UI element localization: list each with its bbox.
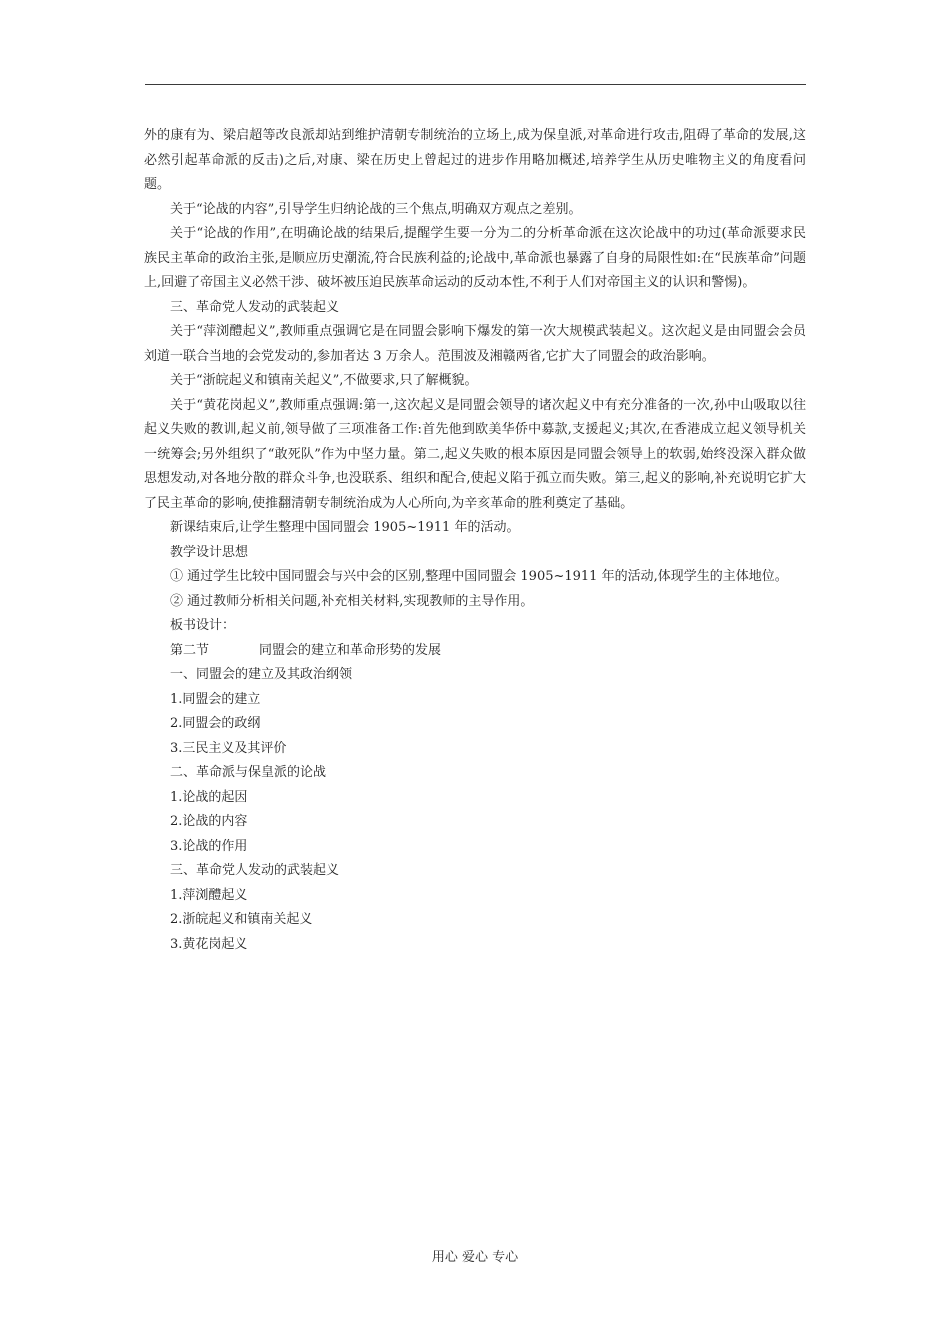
board-line: 2.浙皖起义和镇南关起义 bbox=[170, 912, 313, 927]
section-heading-armed-uprisings: 三、革命党人发动的武装起义 bbox=[170, 299, 340, 315]
paragraph-pingliuli: 关于“萍浏醴起义”,教师重点强调它是在同盟会影响下爆发的第一次大规模武装起义。这次起义是由同盟会会员刘道一联合当地的会党发动的,参加者达 3 万余人。范围波及湘赣两省,它扩大了同盟会的政治影响。 bbox=[144, 324, 806, 364]
header-rule bbox=[145, 84, 806, 85]
board-line: 3.黄花岗起义 bbox=[170, 936, 248, 952]
board-section: 第二节 bbox=[170, 642, 210, 658]
board-line: 1.同盟会的建立 bbox=[170, 691, 261, 707]
board-line: 1.论战的起因 bbox=[170, 789, 248, 805]
board-line: 2.同盟会的政纲 bbox=[170, 716, 261, 731]
board-line: 3.三民主义及其评价 bbox=[170, 740, 287, 756]
design-thought-item-1: ① 通过学生比较中国同盟会与兴中会的区别,整理中国同盟会 1905~1911 年的活动,体现学生的主体地位。 bbox=[170, 569, 788, 584]
board-design-heading: 板书设计： bbox=[170, 618, 236, 633]
paragraph-after-class: 新课结束后,让学生整理中国同盟会 1905~1911 年的活动。 bbox=[170, 520, 520, 535]
paragraph-debate-role: 关于“论战的作用”,在明确论战的结果后,提醒学生要一分为二的分析革命派在这次论战中的功过(革命派要求民族民主革命的政治主张,是顺应历史潮流,符合民族利益的;论战中,革命派也暴露了自身的局限性如:在“民族革命”问题上,回避了帝国主义必然干涉、破坏被压迫民族革命运动的反动本性,不利于人们对帝国主义的认识和警惕)。 bbox=[144, 226, 806, 290]
board-title-line bbox=[144, 639, 806, 664]
design-thought-item-2: ② 通过教师分析相关问题,补充相关材料,实现教师的主导作用。 bbox=[170, 593, 534, 609]
paragraph-debate-content: 关于“论战的内容”,引导学生归纳论战的三个焦点,明确双方观点之差别。 bbox=[170, 201, 582, 217]
board-line: 1.萍浏醴起义 bbox=[170, 887, 248, 903]
board-line: 一、同盟会的建立及其政治纲领 bbox=[170, 667, 353, 682]
board-title: 同盟会的建立和革命形势的发展 bbox=[259, 642, 442, 658]
board-line: 3.论战的作用 bbox=[170, 838, 248, 854]
page-footer: 用心 爱心 专心 bbox=[431, 1250, 519, 1265]
design-thought-heading: 教学设计思想 bbox=[170, 544, 249, 560]
paragraph-huanghuagang: 关于“黄花岗起义”,教师重点强调:第一,这次起义是同盟会领导的诸次起义中有充分准备的一次,孙中山吸取以往起义失败的教训,起义前,领导做了三项准备工作:首先他到欧美华侨中募款,支援起义;其次,在香港成立起义领导机关一统筹会;另外组织了“敢死队”作为中坚力量。第二,起义失败的根本原因是同盟会领导上的软弱,始终没深入群众做思想发动,对各地分散的群众斗争,也没联系、组织和配合,使起义陷于孤立而失败。第三,起义的影响,补充说明它扩大了民主革命的影响,使推翻清朝专制统治成为人心所向,为辛亥革命的胜利奠定了基础。 bbox=[144, 397, 806, 511]
document-body bbox=[144, 124, 806, 957]
board-line: 三、革命党人发动的武装起义 bbox=[170, 863, 340, 878]
paragraph-continued: 外的康有为、梁启超等改良派却站到维护清朝专制统治的立场上,成为保皇派,对革命进行攻击,阻碍了革命的发展,这必然引起革命派的反击)之后,对康、梁在历史上曾起过的进步作用略加概述,培养学生从历史唯物主义的角度看问题。 bbox=[144, 128, 806, 192]
board-line: 2.论战的内容 bbox=[170, 814, 248, 829]
board-line: 二、革命派与保皇派的论战 bbox=[170, 765, 327, 780]
paragraph-zhewan: 关于“浙皖起义和镇南关起义”,不做要求,只了解概貌。 bbox=[170, 373, 478, 388]
